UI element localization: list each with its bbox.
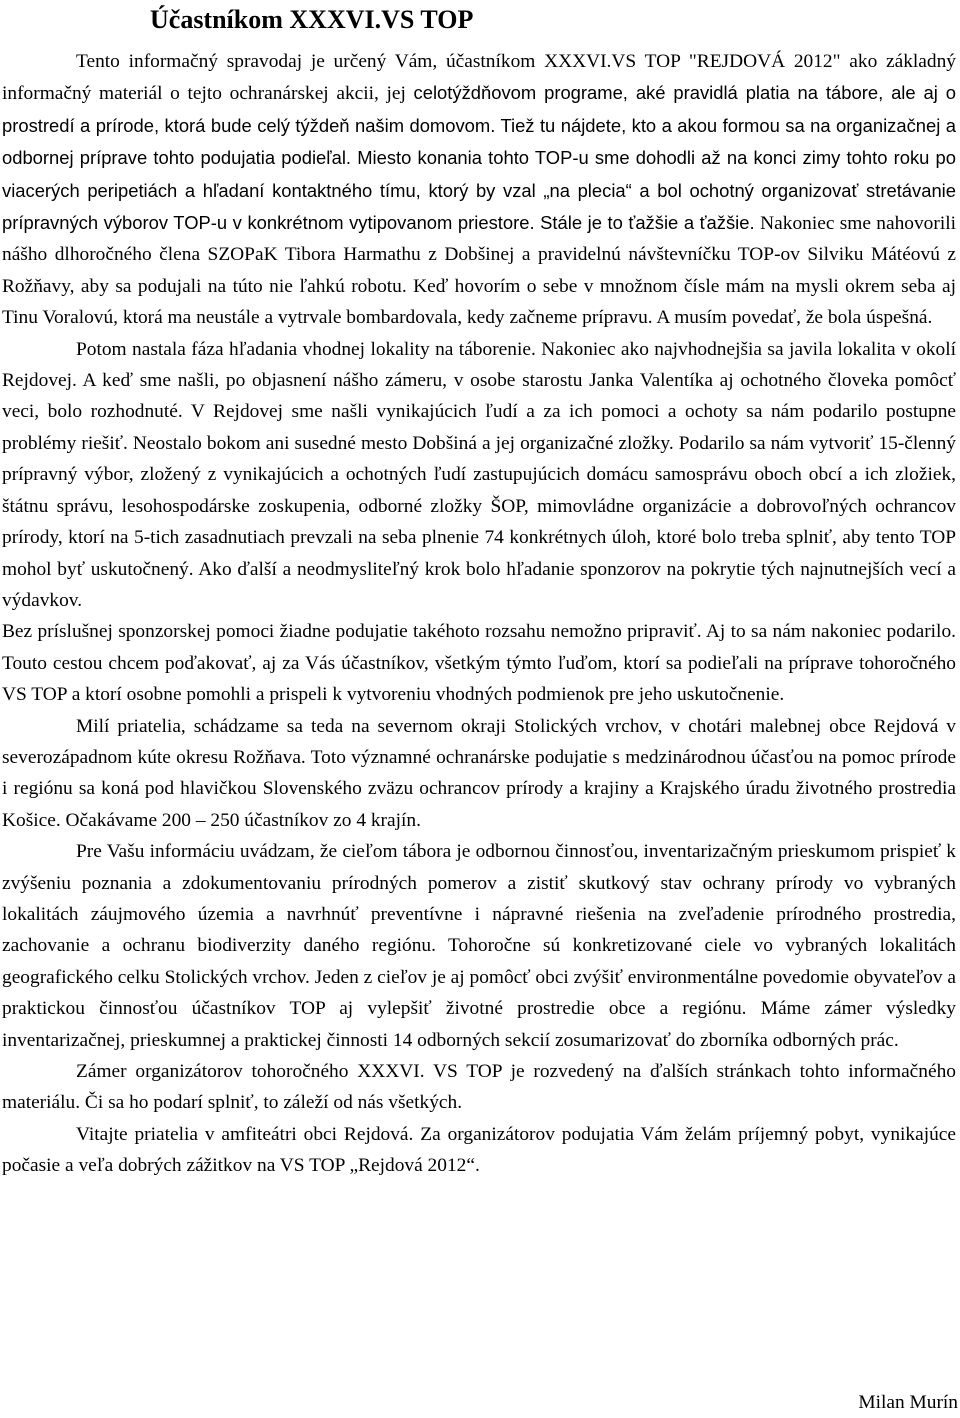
paragraph-text-run: Nakoniec sme nahovorili nášho dlhoročného člena SZOPaK Tibora Harmathu z Dobšinej a pravidelnú návštevníčku TOP-ov Silviku Mátéovú z Rožňavy, aby sa podujali na túto nie ľahkú robotu. Keď hovorím o sebe v množnom čísle mám na mysli okrem seba aj Tinu Voralovú, ktorá ma neustále a vytrvale bombardovala, kedy začneme prípravu. A musím povedať, že bola úspešná. [2, 213, 956, 329]
body-paragraph [2, 616, 956, 710]
document-body [2, 46, 956, 1182]
paragraph-text-run: Tento informačný spravodaj je určený Vám, účastníkom XXXVI.VS TOP "REJDOVÁ 2012" ako základný informačný materiál o tejto ochranárskej akcii, jej [2, 51, 956, 105]
paragraph-text-run: Pre Vašu informáciu uvádzam, že cieľom tábora je odbornou činnosťou, inventarizačným prieskumom prispieť k zvýšeniu poznania a zdokumentovaniu prírodných pomerov a zistiť skutkový stav ochrany prírody vo vybraných lokalitách záujmového územia a navrhnúť preventívne i nápravné riešenia na zveľadenie prírodného prostredia, zachovanie a ochranu biodiverzity daného regiónu. Tohoročne sú konkretizované ciele vo vybraných lokalitách geografického celku Stolických vrchov. Jeden z cieľov je aj pomôcť obci zvýšiť environmentálne povedomie obyvateľov a praktickou činnosťou účastníkov TOP aj vylepšiť životné prostredie obce a regiónu. Máme zámer výsledky inventarizačnej, prieskumnej a praktickej činnosti 14 odborných sekcií zosumarizovať do zborníka odborných prác. [2, 841, 956, 1051]
body-paragraph [2, 334, 956, 617]
document-title: Účastníkom XXXVI.VS TOP [150, 5, 474, 34]
paragraph-text-run: Potom nastala fáza hľadania vhodnej lokality na táborenie. Nakoniec ako najvhodnejšia sa javila lokalita v okolí Rejdovej. A keď sme našli, po objasnení nášho zámeru, v osobe starostu Janka Valentíka aj ochotného človeka pomôcť veci, bolo rozhodnuté. V Rejdovej sme našli vynikajúcich ľudí a za ich pomoci a ochoty sa nám podarilo postupne problémy riešiť. Neostalo bokom ani susedné mesto Dobšiná a jej organizačné zložky. Podarilo sa nám vytvoriť 15-členný prípravný výbor, zložený z vynikajúcich a ochotných ľudí zastupujúcich domácu samosprávu oboch obcí a ich zložiek, štátnu správu, lesohospodárske zoskupenia, odborné zložky ŠOP, mimovládne organizácie a dobrovoľných ochrancov prírody, ktorí na 5-tich zasadnutiach prevzali na seba plnenie 74 konkrétnych úloh, ktoré bolo treba splniť, aby tento TOP mohol byť uskutočnený. Ako ďalší a neodmysliteľný krok bolo hľadanie sponzorov na pokrytie tých najnutnejších vecí a výdavkov. [2, 338, 956, 611]
paragraph-text-run: Bez príslušnej sponzorskej pomoci žiadne podujatie takéhoto rozsahu nemožno pripraviť. Aj to sa nám nakoniec podarilo. Touto cestou chcem poďakovať, aj za Vás účastníkov, všetkým týmto ľuďom, ktorí sa podieľali na príprave tohoročného VS TOP a ktorí osobne pomohli a prispeli k vytvoreniu vhodných podmienok pre jeho uskutočnenie. [2, 621, 956, 706]
paragraph-text-run: Zámer organizátorov tohoročného XXXVI. VS TOP je rozvedený na ďalších stránkach tohto informačného materiálu. Či sa ho podarí splniť, to záleží od nás všetkých. [2, 1061, 956, 1114]
paragraph-text-run: celotýždňovom programe, aké pravidlá platia na tábore, ale aj o prostredí a prírode, ktorá bude celý týždeň našim domovom. Tiež tu nájdete, kto a akou formou sa na organizačnej a odbornej príprave tohto podujatia podieľal. Miesto konania tohto TOP-u sme dohodli až na konci zimy tohto roku po viacerých peripetiách a hľadaní kontaktného tímu, ktorý by vzal „na plecia“ a bol ochotný organizovať stretávanie prípravných výborov TOP-u v konkrétnom vytipovanom priestore. Stále je to ťažšie a ťažšie. [2, 82, 956, 234]
paragraph-text-run: Vitajte priatelia v amfiteátri obci Rejdová. Za organizátorov podujatia Vám želám príjemný pobyt, vynikajúce počasie a veľa dobrých zážitkov na VS TOP „Rejdová 2012“. [2, 1123, 956, 1177]
body-paragraph [2, 1056, 956, 1119]
body-paragraph [2, 1119, 956, 1182]
paragraph-text-run: Milí priatelia, schádzame sa teda na severnom okraji Stolických vrchov, v chotári malebnej obce Rejdová v severozápadnom kúte okresu Rožňava. Toto významné ochranárske podujatie s medzinárodnou účasťou na pomoc prírode i regiónu sa koná pod hlavičkou Slovenského zväzu ochrancov prírody a krajiny a Krajského úradu životného prostredia Košice. Očakávame 200 – 250 účastníkov zo 4 krajín. [2, 715, 956, 831]
author-signature: Milan Murín [858, 1392, 958, 1413]
body-paragraph [2, 46, 956, 334]
body-paragraph [2, 711, 956, 837]
body-paragraph [2, 836, 956, 1056]
